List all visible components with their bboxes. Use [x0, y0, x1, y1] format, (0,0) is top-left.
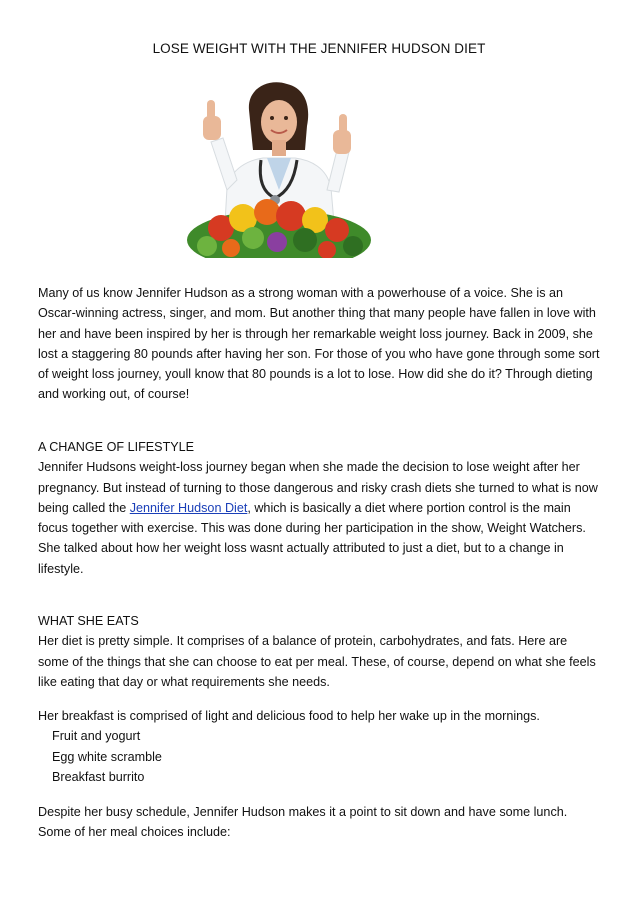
breakfast-section	[38, 706, 600, 787]
lifestyle-text-start: Jennifer Hudsons weight-loss journey began when she made the decision to lose weight after her pregnancy. But instead of turning to those dangerous and risky crash diets she turned to what is now being called the	[38, 460, 598, 515]
lifestyle-text-end: , which is basically a diet where portion control is the main focus together with exercise. This was done during her participation in the show, Weight Watchers. She talked about how her weight loss wasnt actually attributed to just a diet, but to a change in lifestyle.	[38, 500, 586, 576]
section-what-she-eats	[38, 611, 600, 692]
jennifer-hudson-diet-link[interactable]: Jennifer Hudson Diet	[129, 500, 248, 515]
list-item: Breakfast burrito	[52, 769, 145, 784]
section-heading: A CHANGE OF LIFESTYLE	[38, 440, 195, 454]
intro-paragraph: Many of us know Jennifer Hudson as a strong woman with a powerhouse of a voice. She is an Oscar-winning actress, singer, and mom. But another thing that many people have fallen in love with her and have been inspired by her is through her remarkable weight loss journey. Back in 2009, she lost a staggering 80 pounds after having her son. For those of you who have gone through some sort of weight loss journey, youll know that 80 pounds is a lot to lose. How did she do it? Through dieting and working out, of course!	[38, 286, 600, 402]
list-item: Egg white scramble	[52, 749, 162, 764]
list-item: Fruit and yogurt	[52, 729, 141, 744]
doctor-vegetables-image	[187, 80, 373, 258]
section-lifestyle	[38, 437, 600, 579]
page-title: LOSE WEIGHT WITH THE JENNIFER HUDSON DIET	[152, 41, 486, 56]
breakfast-intro: Her breakfast is comprised of light and delicious food to help her wake up in the mornings.	[38, 709, 540, 723]
breakfast-list	[38, 726, 600, 787]
what-she-eats-text: Her diet is pretty simple. It comprises of a balance of protein, carbohydrates, and fats. Here are some of the things that she can choose to eat per meal. These, of course, depend on what she feels like eating that day or what requirements she needs.	[38, 634, 596, 689]
lunch-intro: Despite her busy schedule, Jennifer Hudson makes it a point to sit down and have some lunch. Some of her meal choices include:	[38, 805, 568, 840]
section-heading: WHAT SHE EATS	[38, 614, 139, 628]
